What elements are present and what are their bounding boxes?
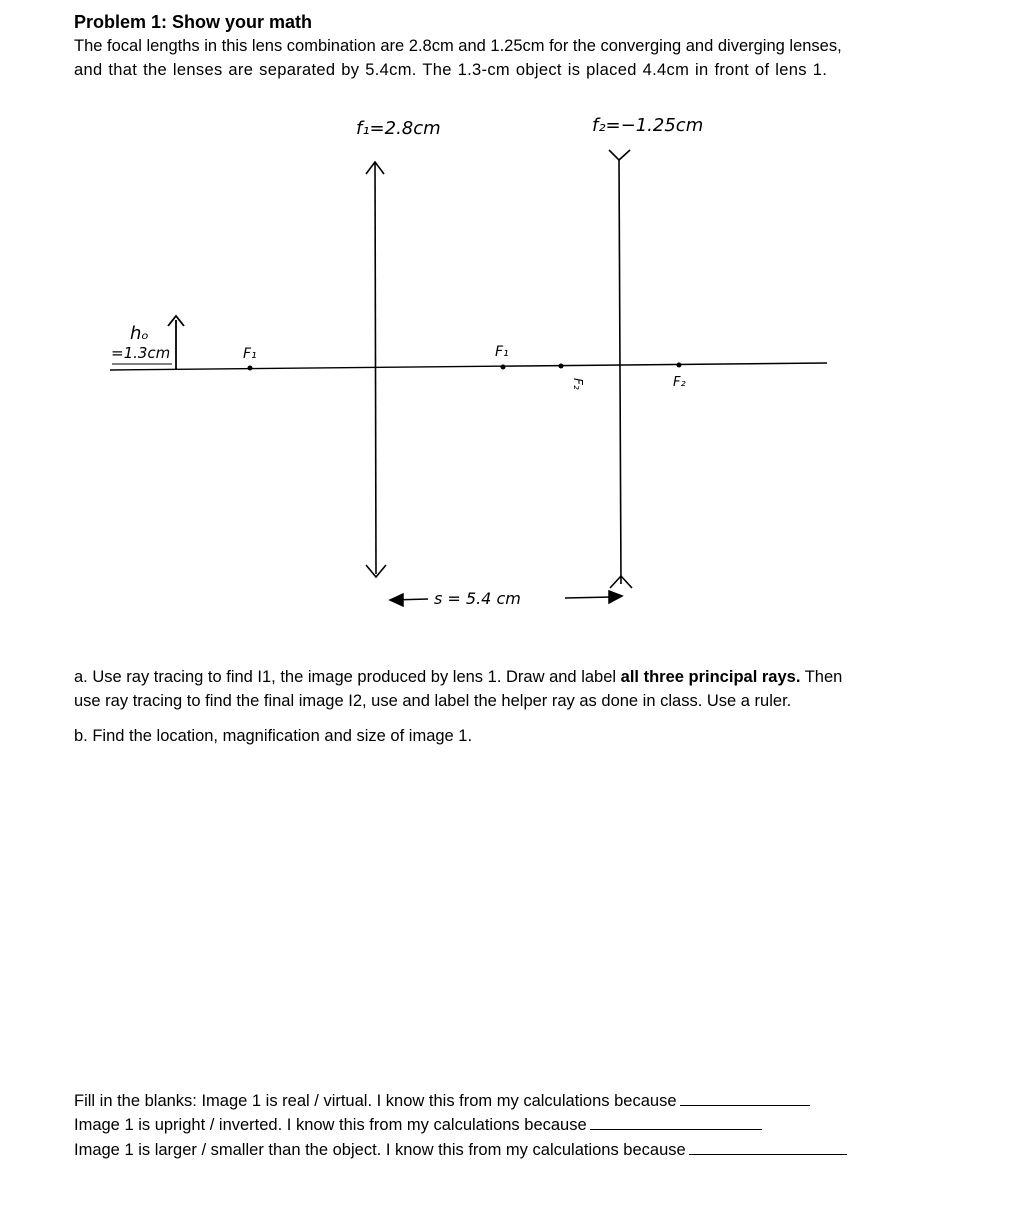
fill-in-text-3: Image 1 is larger / smaller than the object. I know this from my calculations because (74, 1141, 686, 1159)
fill-in-line-2 (74, 1115, 762, 1135)
focal-point-lens2-right-label: F₂ (673, 375, 686, 390)
focal-point-lens1-right (501, 365, 506, 370)
question-b: b. Find the location, magnification and size of image 1. (74, 727, 473, 745)
question-a-text-end: Then (804, 668, 843, 686)
fill-in-line-1 (74, 1091, 810, 1111)
lens-1-focal-length-label: f₁=2.8cm (356, 118, 441, 139)
separation-label: s = 5.4 cm (434, 589, 521, 608)
focal-point-lens2-right (677, 363, 682, 368)
object-height-symbol: hₒ (130, 323, 149, 344)
focal-point-lens1-left-label: F₁ (243, 346, 257, 362)
object-arrow (168, 316, 184, 370)
lens-2-focal-length-label: f₂=−1.25cm (592, 115, 704, 136)
problem-intro-line-2: and that the lenses are separated by 5.4cm. The 1.3-cm object is placed 4.4cm in front of lens 1. (74, 61, 828, 79)
problem-title: Problem 1: Show your math (74, 12, 313, 32)
question-a-line-1 (74, 665, 934, 689)
question-a-line-2: use ray tracing to find the final image I2, use and label the helper ray as done in class. Use a ruler. (74, 692, 792, 710)
focal-point-lens2-left (559, 364, 564, 369)
diverging-lens-2 (609, 150, 632, 588)
question-a-bold: all three principal rays. (620, 668, 801, 686)
object-height-value: =1.3cm (111, 344, 171, 362)
fill-in-text-2: Image 1 is upright / inverted. I know this from my calculations because (74, 1116, 587, 1134)
fill-in-text-1: Fill in the blanks: Image 1 is real / virtual. I know this from my calculations because (74, 1092, 677, 1110)
focal-point-lens1-right-label: F₁ (495, 344, 509, 360)
question-a-text: a. Use ray tracing to find I1, the image produced by lens 1. Draw and label (74, 668, 617, 686)
problem-intro-line-1: The focal lengths in this lens combination are 2.8cm and 1.25cm for the converging and diverging lenses, (74, 37, 842, 55)
answer-blank-3[interactable] (689, 1140, 847, 1155)
converging-lens-1 (366, 162, 386, 577)
focal-point-lens2-left-label: F₂ (571, 378, 585, 390)
optical-axis (110, 363, 827, 370)
answer-blank-2[interactable] (590, 1115, 762, 1130)
answer-blank-1[interactable] (680, 1091, 810, 1106)
focal-point-lens1-left (248, 366, 253, 371)
fill-in-line-3 (74, 1140, 847, 1160)
